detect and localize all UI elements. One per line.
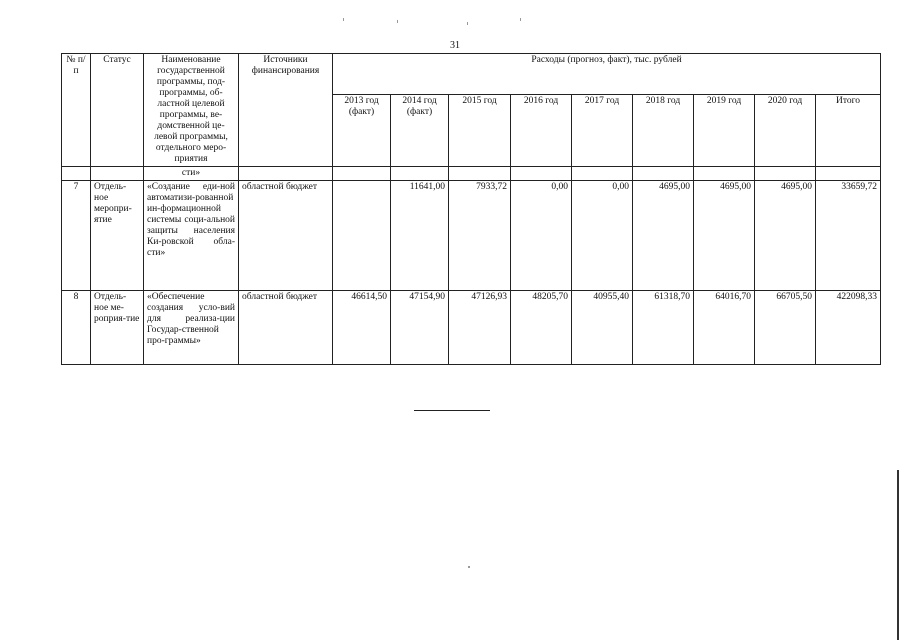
table-row bbox=[62, 181, 881, 291]
cell-total: 33659,72 bbox=[816, 181, 881, 291]
header-year-2017: 2017 год bbox=[572, 94, 633, 166]
header-year-2015: 2015 год bbox=[449, 94, 511, 166]
header-status: Статус bbox=[91, 54, 144, 167]
cell-2013 bbox=[333, 181, 391, 291]
cell-2020: 4695,00 bbox=[755, 181, 816, 291]
scan-speck bbox=[468, 566, 470, 568]
row-name: «Обеспечение создания усло-вий для реализа-ции Государ-ственной про-граммы» bbox=[144, 291, 239, 365]
cell-2015: 47126,93 bbox=[449, 291, 511, 365]
page-number: 31 bbox=[450, 40, 460, 51]
table-row bbox=[62, 291, 881, 365]
header-num: № п/п bbox=[62, 54, 91, 167]
scan-speck bbox=[520, 18, 521, 21]
cell-2014: 47154,90 bbox=[391, 291, 449, 365]
continuation-text: сти» bbox=[144, 167, 239, 181]
header-year-2020: 2020 год bbox=[755, 94, 816, 166]
cell-2014: 11641,00 bbox=[391, 181, 449, 291]
header-year-2013: 2013 год (факт) bbox=[333, 94, 391, 166]
cell-2015: 7933,72 bbox=[449, 181, 511, 291]
cell-2016: 0,00 bbox=[511, 181, 572, 291]
header-expenses: Расходы (прогноз, факт), тыс. рублей bbox=[333, 54, 881, 95]
cell-total: 422098,33 bbox=[816, 291, 881, 365]
header-source: Источники финансирования bbox=[239, 54, 333, 167]
continuation-row bbox=[62, 167, 881, 181]
end-rule bbox=[414, 410, 490, 411]
scan-speck bbox=[343, 18, 344, 21]
cell-2019: 4695,00 bbox=[694, 181, 755, 291]
header-year-2018: 2018 год bbox=[633, 94, 694, 166]
header-year-2019: 2019 год bbox=[694, 94, 755, 166]
cell-2019: 64016,70 bbox=[694, 291, 755, 365]
cell-2017: 0,00 bbox=[572, 181, 633, 291]
cell-2020: 66705,50 bbox=[755, 291, 816, 365]
cell-2018: 4695,00 bbox=[633, 181, 694, 291]
cell-2013: 46614,50 bbox=[333, 291, 391, 365]
row-source: областной бюджет bbox=[239, 181, 333, 291]
row-num: 7 bbox=[62, 181, 91, 291]
header-name: Наименование государственной программы, под-программы, об-ластной целевой программы, ве-домственной це-левой программы, отдельного меро-приятия bbox=[144, 54, 239, 167]
cell-2018: 61318,70 bbox=[633, 291, 694, 365]
header-year-2014: 2014 год (факт) bbox=[391, 94, 449, 166]
row-source: областной бюджет bbox=[239, 291, 333, 365]
row-status: Отдель-ное меропри-ятие bbox=[91, 181, 144, 291]
header-year-2016: 2016 год bbox=[511, 94, 572, 166]
row-name: «Создание еди-ной автоматизи-рованной ин-формационной системы соци-альной защиты населения Ки-ровской обла-сти» bbox=[144, 181, 239, 291]
budget-table bbox=[61, 53, 881, 365]
cell-2017: 40955,40 bbox=[572, 291, 633, 365]
header-total: Итого bbox=[816, 94, 881, 166]
header-row-1 bbox=[62, 54, 881, 95]
row-status: Отдель-ное ме-роприя-тие bbox=[91, 291, 144, 365]
scan-speck bbox=[397, 20, 398, 23]
scan-edge bbox=[897, 470, 899, 640]
scan-speck bbox=[467, 22, 468, 25]
cell-2016: 48205,70 bbox=[511, 291, 572, 365]
row-num: 8 bbox=[62, 291, 91, 365]
